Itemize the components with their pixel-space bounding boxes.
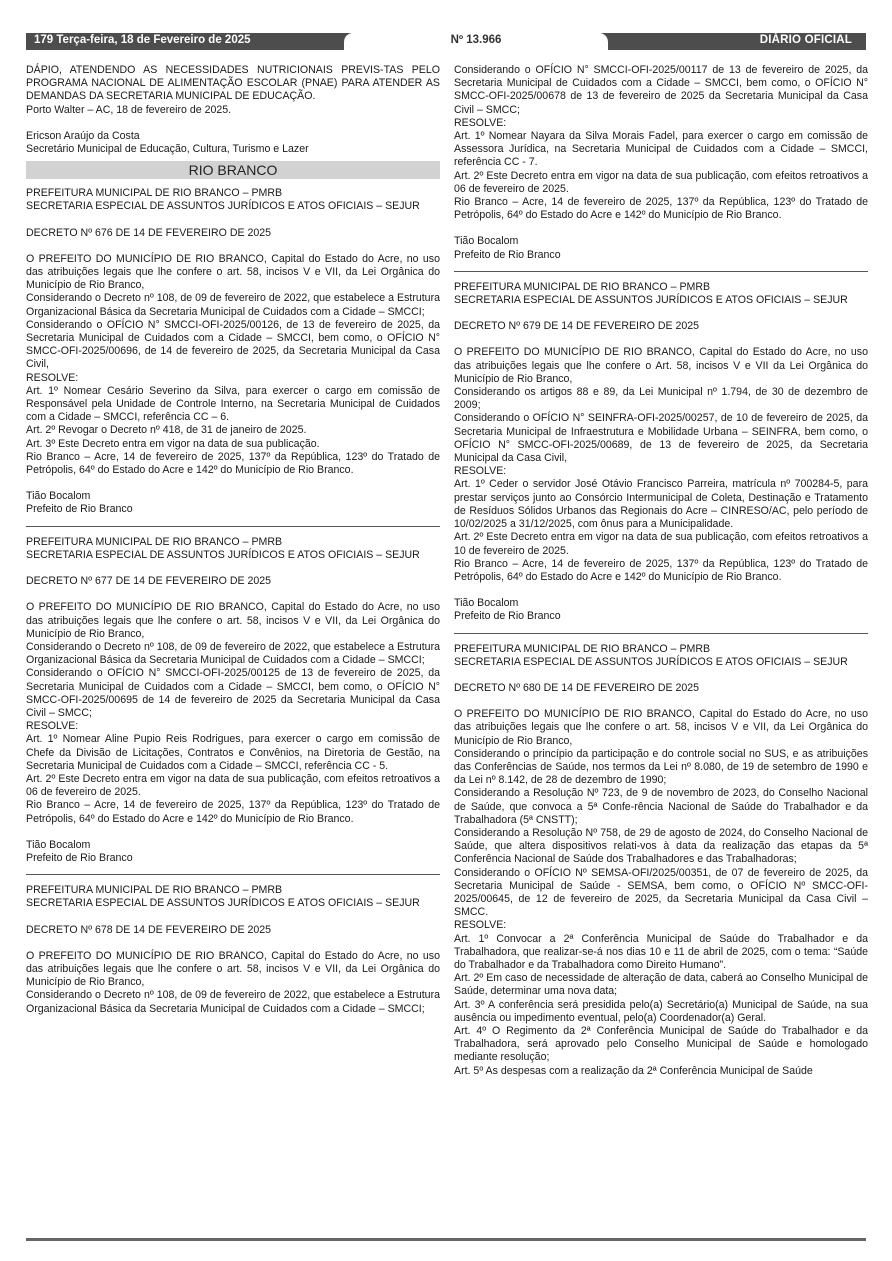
decree-paragraph: Considerando o OFÍCIO N° SMCCI-OFI-2025/00126, de 13 de fevereiro de 2025, da Secretaria Municipal de Cuidados com a Cidade – SMCCI, bem como, o OFÍCIO N° SMCC-OFI-2025/00696, de 14 de fevereiro de 2025, da Secretaria Municipal da Casa Civil, (26, 318, 440, 371)
decree-article: Art. 3º A conferência será presidida pelo(a) Secretário(a) Municipal de Saúde, na sua ausência ou impedimento eventual, pelo(a) Coordenador(a) Geral. (454, 998, 868, 1024)
decree-678-continued (454, 64, 868, 262)
decree-article: Art. 2º Revogar o Decreto nº 418, de 31 de janeiro de 2025. (26, 424, 307, 437)
decree-paragraph: O PREFEITO DO MUNICÍPIO DE RIO BRANCO, Capital do Estado do Acre, no uso das atribuições legais que lhe confere o Art. 58, incisos V e VII da Lei Orgânica do Município de Rio Branco, (454, 346, 868, 385)
decree-org: PREFEITURA MUNICIPAL DE RIO BRANCO – PMRB (26, 187, 283, 200)
decree-signer-role: Prefeito de Rio Branco (26, 851, 133, 864)
decree-paragraph: Considerando o princípio da participação e do controle social no SUS, e as atribuições das Conferências de Saúde, nos termos da Lei nº 8.080, de 19 de setembro de 1990 e da Lei nº 8.142, de 28 de dezembro de 1990; (454, 747, 868, 787)
decree-article: Art. 1º Nomear Nayara da Silva Morais Fadel, para exercer o cargo em comissão de Assessora Jurídica, na Secretaria Municipal de Cuidados com a Cidade – SMCCI, referência CC - 7. (454, 130, 868, 169)
decree-677 (26, 536, 440, 865)
decree-signer: Tião Bocalom (26, 838, 91, 851)
decree-article: Art. 2º Em caso de necessidade de alteração de data, caberá ao Conselho Municipal de Saúde, determinar uma nova data; (454, 972, 868, 998)
issue-number: Nº 13.966 (450, 34, 502, 46)
decree-article: Art. 1º Ceder o servidor José Otávio Francisco Parreira, matrícula nº 700284-5, para prestar serviços junto ao Consórcio Intermunicipal de Coleta, Destinação e Tratamento de Resíduos Sólidos Urbanos das Regionais do Acre – CINRESO/AC, pelo período de 10/02/2025 a 31/12/2025, com ônus para a Municipalidade. (454, 478, 868, 531)
decree-place-date: Rio Branco – Acre, 14 de fevereiro de 2025, 137º da República, 123º do Tratado de Petrópolis, 64º do Estado do Acre e 142º do Município de Rio Branco. (26, 799, 440, 825)
decree-paragraph: Considerando a Resolução Nº 758, de 29 de agosto de 2024, do Conselho Nacional de Saúde, que altera dispositivos relati-vos à data da realização das etapas da 5ª Conferência Nacional de Saúde dos Trabalhadores e das Trabalhadoras; (454, 826, 868, 866)
intro-signer-role: Secretário Municipal de Educação, Cultura, Turismo e Lazer (26, 143, 309, 156)
decree-place-date: Rio Branco – Acre, 14 de fevereiro de 2025, 137º da República, 123º do Tratado de Petrópolis, 64º do Estado do Acre e 142º do Município de Rio Branco. (454, 196, 868, 222)
decree-org-sub: SECRETARIA ESPECIAL DE ASSUNTOS JURÍDICOS E ATOS OFICIAIS – SEJUR (26, 200, 420, 213)
decree-resolve: RESOLVE: (26, 371, 79, 384)
decree-article: Art. 1º Nomear Cesário Severino da Silva, para exercer o cargo em comissão de Responsável pela Unidade de Controle Interno, na Secretaria Municipal de Cuidados com a Cidade – SMCCI, referência CC – 6. (26, 384, 440, 424)
decree-signer: Tião Bocalom (454, 235, 519, 248)
decree-article: Art. 3º Este Decreto entra em vigor na data de sua publicação. (26, 437, 320, 450)
decree-title: DECRETO Nº 678 DE 14 DE FEVEREIRO DE 2025 (26, 923, 272, 936)
decree-paragraph: Considerando a Resolução Nº 723, de 9 de novembro de 2023, do Conselho Nacional de Saúde, que convoca a 5ª Confe-rência Nacional de Saúde do Trabalhador e da Trabalhadora (5ª CNSTT); (454, 787, 868, 826)
decree-paragraph: Considerando o OFÍCIO N° SEINFRA-OFI-2025/00257, de 10 de fevereiro de 2025, da Secretaria Municipal de Infraestrutura e Mobilidade Urbana – SEINFRA, bem como, o OFÍCIO N° SMCC-OFI-2025/00689, de 13 de fevereiro de 2025, da Secretaria Municipal da Casa Civil, (454, 412, 868, 465)
page-header (26, 33, 866, 50)
decree-paragraph: Considerando o OFÍCIO Nº SEMSA-OFI/2025/00351, de 07 de fevereiro de 2025, da Secretaria Municipal de Saúde - SEMSA, bem como, o OFÍCIO Nº SMCC-OFI-2025/00645, de 12 de fevereiro de 2025, da Secretaria Municipal da Casa Civil – SMCC. (454, 866, 868, 919)
decree-signer-role: Prefeito de Rio Branco (454, 610, 561, 623)
decree-article: Art. 1º Convocar a 2ª Conferência Municipal de Saúde do Trabalhador e da Trabalhadora, que realizar-se-á nos dias 10 e 11 de abril de 2025, com o tema: “Saúde do Trabalhador e da Trabalhadora como Direito Humano”. (454, 932, 868, 971)
decree-signer: Tião Bocalom (454, 597, 519, 610)
decree-678 (26, 884, 440, 1016)
decree-place-date: Rio Branco – Acre, 14 de fevereiro de 2025, 137º da República, 123º do Tratado de Petrópolis, 64º do Estado do Acre e 142º do Município de Rio Branco. (454, 557, 868, 583)
issue-tab (344, 33, 608, 50)
decree-org: PREFEITURA MUNICIPAL DE RIO BRANCO – PMRB (26, 535, 283, 548)
decree-title: DECRETO Nº 676 DE 14 DE FEVEREIRO DE 2025 (26, 226, 272, 239)
decree-paragraph: Considerando o OFÍCIO N° SMCCI-OFI-2025/00117 de 13 de fevereiro de 2025, da Secretaria Municipal de Cuidados com a Cidade – SMCCI, bem como, o OFÍCIO N° SMCC-OFI-2025/00678 de 13 de fevereiro de 2025 da Secretaria Municipal da Casa Civil – SMCC; (454, 64, 868, 116)
divider (26, 874, 440, 875)
decree-place-date: Rio Branco – Acre, 14 de fevereiro de 2025, 137º da República, 123º do Tratado de Petrópolis, 64º do Estado do Acre e 142º do Município de Rio Branco. (26, 450, 440, 477)
decree-signer-role: Prefeito de Rio Branco (454, 248, 561, 261)
decree-article: Art. 2º Este Decreto entra em vigor na data de sua publicação, com efeitos retroativos a 06 de fevereiro de 2025. (454, 169, 868, 195)
intro-place-date: Porto Walter – AC, 18 de fevereiro de 2025. (26, 103, 232, 116)
decree-paragraph: Considerando o Decreto nº 108, de 09 de fevereiro de 2022, que estabelece a Estrutura Organizacional Básica da Secretaria Municipal de Cuidados com a Cidade – SMCCI; (26, 292, 440, 318)
decree-679 (454, 281, 868, 624)
decree-paragraph: O PREFEITO DO MUNICÍPIO DE RIO BRANCO, Capital do Estado do Acre, no uso das atribuições legais que lhe confere o art. 58, incisos V e VII, da Lei Orgânica do Município de Rio Branco, (26, 949, 440, 989)
decree-resolve: RESOLVE: (454, 919, 507, 932)
journal-name: DIÁRIO OFICIAL (759, 34, 852, 46)
decree-676 (26, 187, 440, 516)
decree-resolve: RESOLVE: (454, 116, 507, 129)
decree-paragraph: O PREFEITO DO MUNICÍPIO DE RIO BRANCO, Capital do Estado do Acre, no uso das atribuições legais que lhe confere o art. 58, incisos V e VII, da Lei Orgânica do Município de Rio Branco, (26, 601, 440, 640)
decree-680 (454, 643, 868, 1078)
decree-org: PREFEITURA MUNICIPAL DE RIO BRANCO – PMRB (454, 642, 711, 655)
intro-signer: Ericson Araújo da Costa (26, 129, 140, 142)
decree-article: Art. 5º As despesas com a realização da 2ª Conferência Municipal de Saúde (454, 1064, 813, 1077)
left-column (26, 64, 440, 1016)
decree-article: Art. 4º O Regimento da 2ª Conferência Municipal de Saúde do Trabalhador e da Trabalhadora, será aprovado pelo Conselho Municipal de Saúde e homologado mediante resolução; (454, 1025, 868, 1064)
decree-org-sub: SECRETARIA ESPECIAL DE ASSUNTOS JURÍDICOS E ATOS OFICIAIS – SEJUR (454, 294, 848, 307)
decree-paragraph: Considerando os artigos 88 e 89, da Lei Municipal nº 1.794, de 30 de dezembro de 2009; (454, 386, 868, 412)
decree-paragraph: Considerando o Decreto nº 108, de 09 de fevereiro de 2022, que estabelece a Estrutura Organizacional Básica da Secretaria Municipal de Cuidados com a Cidade – SMCCI; (26, 989, 440, 1015)
decree-article: Art. 1º Nomear Aline Pupio Reis Rodrigues, para exercer o cargo em comissão de Chefe da Divisão de Licitações, Contratos e Convênios, na Diretoria de Gestão, na Secretaria Municipal de Cuidados com a Cidade – SMCCI, referência CC - 5. (26, 733, 440, 772)
right-column (454, 64, 868, 1078)
decree-title: DECRETO Nº 680 DE 14 DE FEVEREIRO DE 2025 (454, 681, 700, 694)
decree-article: Art. 2º Este Decreto entra em vigor na data de sua publicação, com efeitos retroativos a 06 de fevereiro de 2025. (26, 772, 440, 799)
decree-resolve: RESOLVE: (26, 720, 79, 733)
decree-title: DECRETO Nº 677 DE 14 DE FEVEREIRO DE 2025 (26, 575, 272, 588)
page-number-date: 179 Terça-feira, 18 de Fevereiro de 2025 (34, 34, 251, 46)
divider (454, 633, 868, 634)
divider (454, 271, 868, 272)
decree-resolve: RESOLVE: (454, 465, 507, 478)
decree-paragraph: O PREFEITO DO MUNICÍPIO DE RIO BRANCO, Capital do Estado do Acre, no uso das atribuições legais que lhe confere o art. 58, incisos V e VII, da Lei Orgânica do Município de Rio Branco, (26, 252, 440, 292)
divider (26, 526, 440, 527)
decree-org-sub: SECRETARIA ESPECIAL DE ASSUNTOS JURÍDICOS E ATOS OFICIAIS – SEJUR (26, 548, 420, 561)
decree-paragraph: O PREFEITO DO MUNICÍPIO DE RIO BRANCO, Capital do Estado do Acre, no uso das atribuições legais que lhe confere o art. 58, incisos V e VII, da Lei Orgânica do Município de Rio Branco, (454, 708, 868, 747)
footer-rule (26, 1238, 866, 1241)
decree-org-sub: SECRETARIA ESPECIAL DE ASSUNTOS JURÍDICOS E ATOS OFICIAIS – SEJUR (26, 897, 420, 910)
decree-paragraph: Considerando o Decreto nº 108, de 09 de fevereiro de 2022, que estabelece a Estrutura Organizacional Básica da Secretaria Municipal de Cuidados com a Cidade – SMCCI; (26, 640, 440, 667)
decree-article: Art. 2º Este Decreto entra em vigor na data de sua publicação, com efeitos retroativos a 10 de fevereiro de 2025. (454, 531, 868, 557)
decree-title: DECRETO Nº 679 DE 14 DE FEVEREIRO DE 2025 (454, 320, 700, 333)
decree-signer: Tião Bocalom (26, 490, 91, 503)
decree-org: PREFEITURA MUNICIPAL DE RIO BRANCO – PMRB (26, 884, 283, 897)
decree-org-sub: SECRETARIA ESPECIAL DE ASSUNTOS JURÍDICOS E ATOS OFICIAIS – SEJUR (454, 655, 848, 668)
section-title-rio-branco: RIO BRANCO (26, 161, 440, 179)
decree-paragraph: Considerando o OFÍCIO N° SMCCI-OFI-2025/00125 de 13 de fevereiro de 2025, da Secretaria Municipal de Cuidados com a Cidade – SMCCI, bem como, o OFÍCIO N° SMCC-OFI-2025/00695 de 14 de fevereiro de 2025 da Secretaria Municipal da Casa Civil – SMCC; (26, 667, 440, 719)
decree-org: PREFEITURA MUNICIPAL DE RIO BRANCO – PMRB (454, 280, 711, 293)
intro-text: DÁPIO, ATENDENDO AS NECESSIDADES NUTRICIONAIS PREVIS-TAS PELO PROGRAMA NACIONAL DE ALIMENTAÇÃO ESCOLAR (PNAE) PARA ATENDER AS DEMANDAS DA SECRETARIA MUNICIPAL DE EDUCAÇÃO. (26, 64, 440, 103)
decree-signer-role: Prefeito de Rio Branco (26, 503, 133, 516)
